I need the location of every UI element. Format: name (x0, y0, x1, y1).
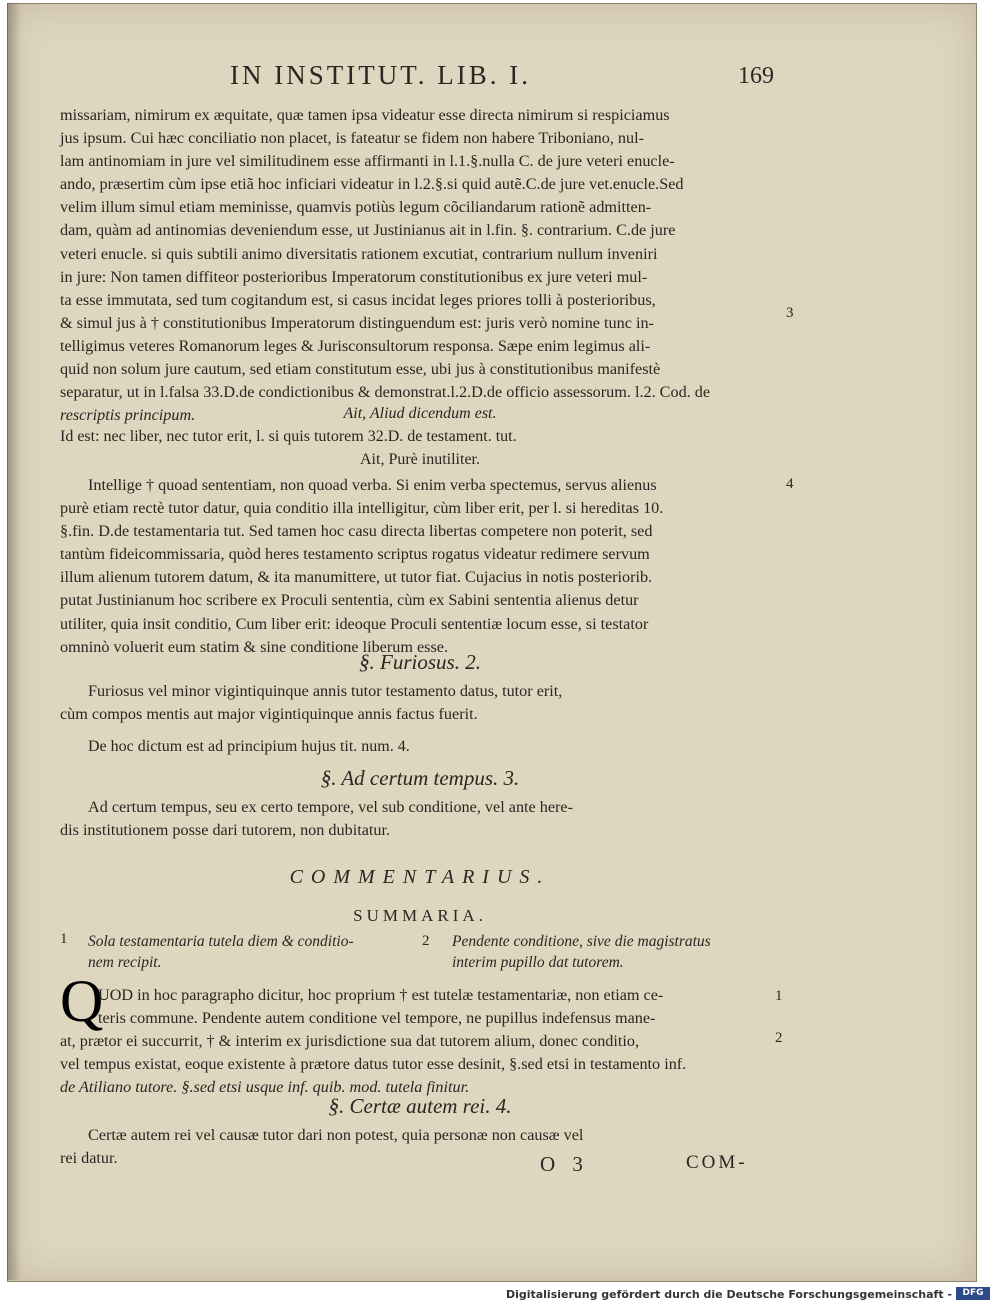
text-line: dam, quàm ad antinomias deveniendum esse, ut Justinianus ait in l.fin. §. contrarium. C.de jure (60, 221, 676, 240)
paragraph-block-1 (60, 104, 780, 427)
running-title: IN INSTITUT. LIB. I. (230, 60, 531, 90)
text-line: Sola testamentaria tutela diem & conditio- (88, 933, 354, 950)
idest-line: Id est: nec liber, nec tutor erit, l. si quis tutorem 32.D. de testament. tut. (60, 428, 517, 445)
text-line: Certæ autem rei vel causæ tutor dari non potest, quia personæ non causæ vel (88, 1126, 584, 1144)
ad-certum-text (60, 796, 780, 842)
signature-mark: O 3 (540, 1152, 589, 1176)
text-line: Furiosus vel minor vigintiquinque annis tutor testamento datus, tutor erit, (88, 682, 563, 700)
text-line: illum alienum tutorem datum, & ita manumittere, ut tutor fiat. Cujacius in notis posteriorib. (60, 568, 653, 587)
paragraph-block-2 (60, 474, 780, 659)
summaria-heading: SUMMARIA. (353, 906, 487, 925)
text-line: & simul jus à † constitutionibus Imperatorum distinguendum est: juris verò nomine tunc in- (60, 313, 654, 332)
margin-number: 4 (786, 476, 794, 492)
text-line: jus ipsum. Cui hæc conciliatio non placet, is fateatur se fidem non habere Triboniano, nul- (60, 129, 644, 148)
text-line: rescriptis principum. (60, 406, 196, 425)
certae-text (60, 1124, 780, 1170)
text-line: cùm compos mentis aut major vigintiquinque annis factus fuerit. (60, 705, 478, 724)
section-heading-furiosus: §. Furiosus. 2. (359, 650, 481, 674)
text-line: vel tempus existat, eoque existente à prætore datus tutor esse desinit, §.sed etsi in testamento inf. (60, 1055, 687, 1074)
text-line: rei datur. (60, 1149, 118, 1168)
text-line: §.fin. D.de testamentaria tut. Sed tamen hoc casu directa libertas competere non poterit, sed (60, 522, 653, 541)
text-line: utiliter, quia insit conditio, Cum liber erit: ideoque Proculi sententiæ locum esse, si testator (60, 614, 649, 633)
text-line: teris commune. Pendente autem conditione vel tempore, ne pupillus indefensus mane- (98, 1009, 656, 1028)
text-line: ando, præsertim cùm ipse etiã hoc inficiari videatur in l.2.§.si quid autẽ.C.de jure vet.enucle.Sed (60, 175, 684, 194)
page-number: 169 (738, 63, 774, 89)
summary-number: 1 (60, 931, 68, 947)
page-edge-shadow (7, 3, 21, 1280)
margin-number: 3 (786, 305, 794, 321)
text-line: Intellige † quoad sententiam, non quoad verba. Si enim verba spectemus, servus alienus (88, 476, 657, 494)
text-line: dis institutionem posse dari tutorem, non dubitatur. (60, 821, 391, 840)
text-line: in jure: Non tamen diffiteor posterioribus Imperatorum constitutionibus ex jure veteri mul- (60, 267, 648, 286)
text-line: UOD in hoc paragrapho dicitur, hoc proprium † est tutelæ testamentariæ, non etiam ce- (98, 986, 664, 1004)
text-line: tantùm fideicommissaria, quòd heres testamento scriptus rogatus videatur redimere servum (60, 545, 650, 564)
footer-credit: Digitalisierung gefördert durch die Deutsche Forschungsgemeinschaft - (505, 1288, 952, 1301)
text-line: ta esse immutata, sed tum cogitandum est, si casus incidat leges priores tolli à posterioribus, (60, 290, 656, 309)
text-line: purè etiam rectè tutor datur, quia conditio illa intelligitur, cùm liber erit, per l. si hereditas 10. (60, 499, 664, 518)
margin-number: 2 (775, 1030, 783, 1046)
ait-line-1: Ait, Aliud dicendum est. (343, 405, 497, 422)
furiosus-text (60, 680, 780, 726)
text-line: velim illum simul etiam meminisse, quamvis potiùs legum cõciliandarum rationẽ admitten- (60, 198, 652, 217)
text-line: missariam, nimirum ex æquitate, quæ tamen ipsa videatur esse directa nimirum si respiciamus (60, 106, 670, 124)
text-line: separatur, ut in l.falsa 33.D.de condictionibus & demonstrat.l.2.D.de officio assessorum. l.2. Cod. de (60, 383, 711, 402)
text-line: quid non solum jure cautum, sed etiam constitutum esse, ubi jus à constitutionibus manifestè (60, 360, 661, 379)
dehoc-line: De hoc dictum est ad principium hujus tit. num. 4. (88, 738, 410, 755)
text-line: lam antinomiam in jure vel similitudinem esse affirmanti in l.1.§.nulla C. de jure veteri enucle- (60, 152, 675, 171)
dfg-logo: DFG (956, 1287, 990, 1300)
margin-number: 1 (775, 988, 783, 1004)
section-heading-ad-certum: §. Ad certum tempus. 3. (320, 766, 520, 790)
paragraph-block-3 (60, 984, 780, 1099)
ait-line-2: Ait, Purè inutiliter. (360, 451, 480, 468)
text-line: at, prætor ei succurrit, † & interim ex jurisdictione sua dat tutorem alium, donec conditio, (60, 1032, 640, 1051)
text-line: de Atiliano tutore. §.sed etsi usque inf. quib. mod. tutela finitur. (60, 1078, 470, 1097)
text-line: interim pupillo dat tutorem. (452, 954, 624, 971)
text-line: Pendente conditione, sive die magistratus (452, 933, 711, 950)
commentarius-heading: COMMENTARIUS. (289, 866, 551, 888)
text-line: veteri enucle. si quis subtili animo diversitatis rationem excutiat, contrarium nullum inveniri (60, 244, 658, 263)
summary-item-2 (452, 931, 792, 973)
text-line: omninò voluerit eum statim & sine conditione liberum esse. (60, 637, 448, 656)
section-heading-certae: §. Certæ autem rei. 4. (328, 1094, 512, 1118)
text-line: Ad certum tempus, seu ex certo tempore, vel sub conditione, vel ante here- (88, 798, 574, 816)
catchword: COM- (686, 1152, 748, 1173)
summary-item-1 (88, 931, 408, 973)
summary-number: 2 (422, 933, 430, 949)
text-line: telligimus veteres Romanorum leges & Jurisconsultorum responsa. Sæpe enim legimus ali- (60, 336, 651, 355)
text-line: putat Justinianum hoc scribere ex Proculi sententia, cùm ex Sabini sententia alienus detur (60, 591, 639, 610)
drop-cap: Q (60, 968, 104, 1034)
text-line: nem recipit. (88, 954, 162, 971)
